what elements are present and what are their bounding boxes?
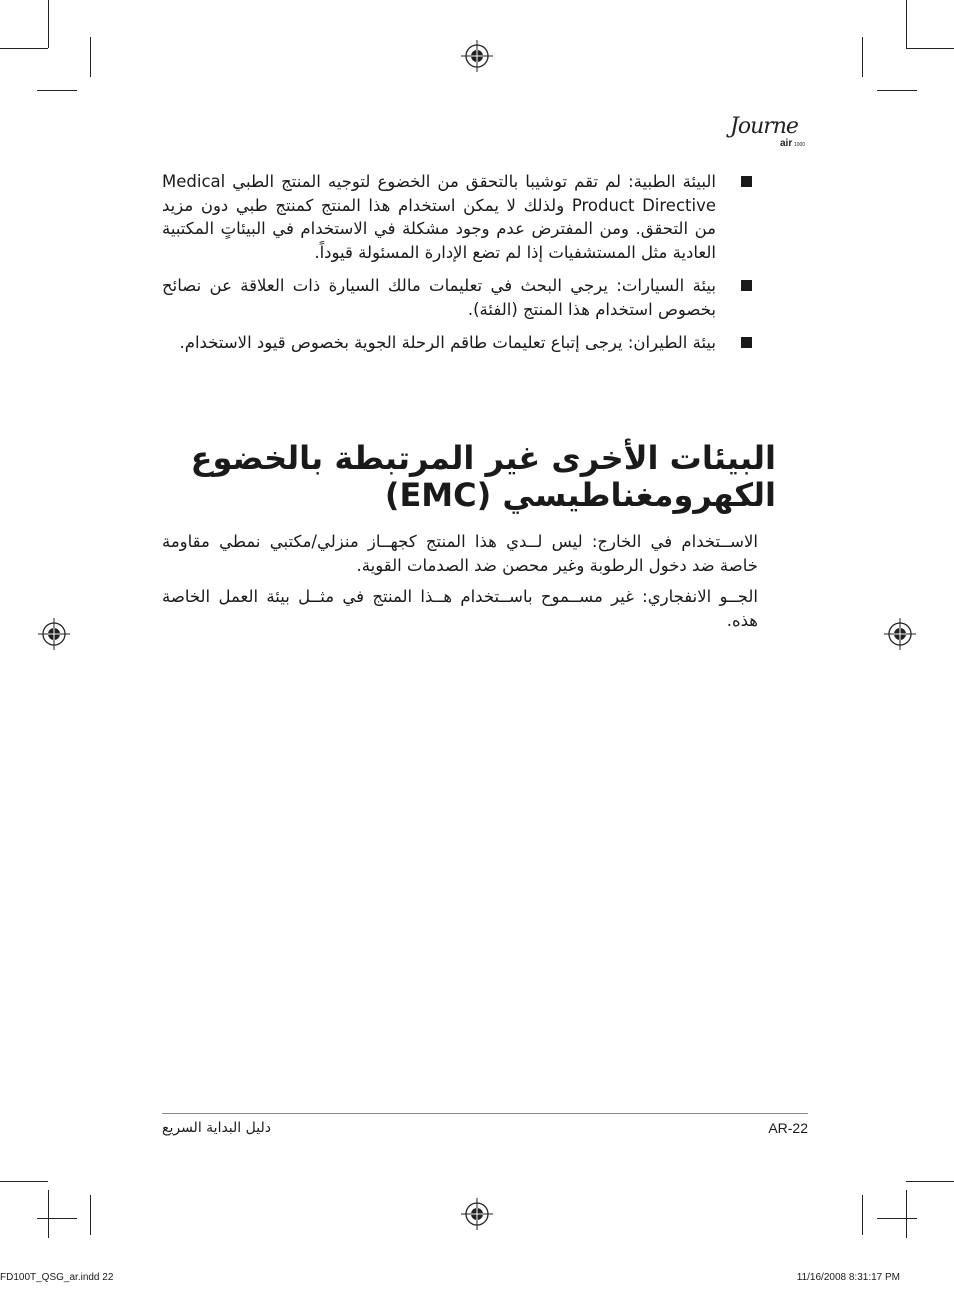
crop-mark	[906, 48, 954, 49]
crop-mark	[90, 37, 91, 77]
crop-mark	[0, 48, 48, 49]
crop-mark	[862, 1195, 863, 1235]
crop-mark	[90, 1195, 91, 1235]
bullet-text: البيئة الطبية: لم تقم توشيبا بالتحقق من الخضوع لتوجيه المنتج الطبي Medical Product Directive ولذلك لا يمكن استخدام هذا المنتج كمنتج طبي دون مزيد من التحقق. ومن المفترض عدم وجود مشكلة في الاستخدام في البيئاتٍ المكتبية العادية مثل المستشفيات إذا لم تضع الإدارة المسئولة قيوداً.	[162, 172, 716, 262]
section-body	[162, 530, 758, 640]
heading-line-1: البيئات الأخرى غير المرتبطة بالخضوع	[190, 439, 776, 477]
square-bullet-icon	[741, 337, 752, 348]
crop-mark	[877, 1218, 917, 1219]
crop-mark	[48, 0, 49, 48]
logo-script: Journe	[730, 114, 798, 139]
crop-mark	[906, 0, 907, 48]
square-bullet-icon	[741, 176, 752, 187]
bullet-list	[162, 170, 756, 365]
registration-mark-icon	[884, 618, 916, 650]
crop-mark	[906, 1190, 907, 1238]
crop-mark	[877, 90, 917, 91]
bullet-text: بيئة السيارات: يرجي البحث في تعليمات مالك السيارة ذات العلاقة عن نصائح بخصوص استخدام هذا المنتج (الفئة).	[162, 276, 716, 319]
list-item	[162, 274, 756, 321]
list-item	[162, 170, 756, 264]
paragraph: الجــو الانفجاري: غير مســموح باســتخدام هــذا المنتج في مثــل بيئة العمل الخاصة هذه.	[162, 587, 758, 630]
page-number: AR-22	[768, 1120, 808, 1136]
logo-tiny: 1000	[794, 142, 806, 148]
footer-divider	[162, 1113, 808, 1114]
crop-mark	[906, 1181, 954, 1182]
print-slug-timestamp: 11/16/2008 8:31:17 PM	[796, 1272, 900, 1283]
square-bullet-icon	[741, 280, 752, 291]
crop-mark	[0, 1181, 48, 1182]
registration-mark-icon	[38, 618, 70, 650]
print-slug-filename: FD100T_QSG_ar.indd 22	[0, 1272, 114, 1283]
crop-mark	[862, 37, 863, 77]
crop-mark	[37, 1218, 77, 1219]
registration-mark-icon	[461, 1198, 493, 1230]
heading-line-2: الكهرومغناطيسي (EMC)	[384, 476, 776, 514]
journe-air-logo	[726, 112, 810, 156]
bullet-text: بيئة الطيران: يرجى إتباع تعليمات طاقم الرحلة الجوية بخصوص قيود الاستخدام.	[179, 333, 716, 352]
crop-mark	[37, 90, 77, 91]
section-heading	[162, 440, 776, 514]
list-item	[162, 331, 756, 355]
registration-mark-icon	[461, 40, 493, 72]
crop-mark	[48, 1190, 49, 1238]
logo-sub: air	[780, 138, 793, 149]
paragraph: الاســتخدام في الخارج: ليس لــدي هذا المنتج كجهــاز منزلي/مكتبي نمطي مقاومة خاصة ضد دخول الرطوبة وغير محصن ضد الصدمات القوية.	[162, 532, 758, 575]
footer-guide-title: دليل البداية السريع	[162, 1120, 271, 1136]
